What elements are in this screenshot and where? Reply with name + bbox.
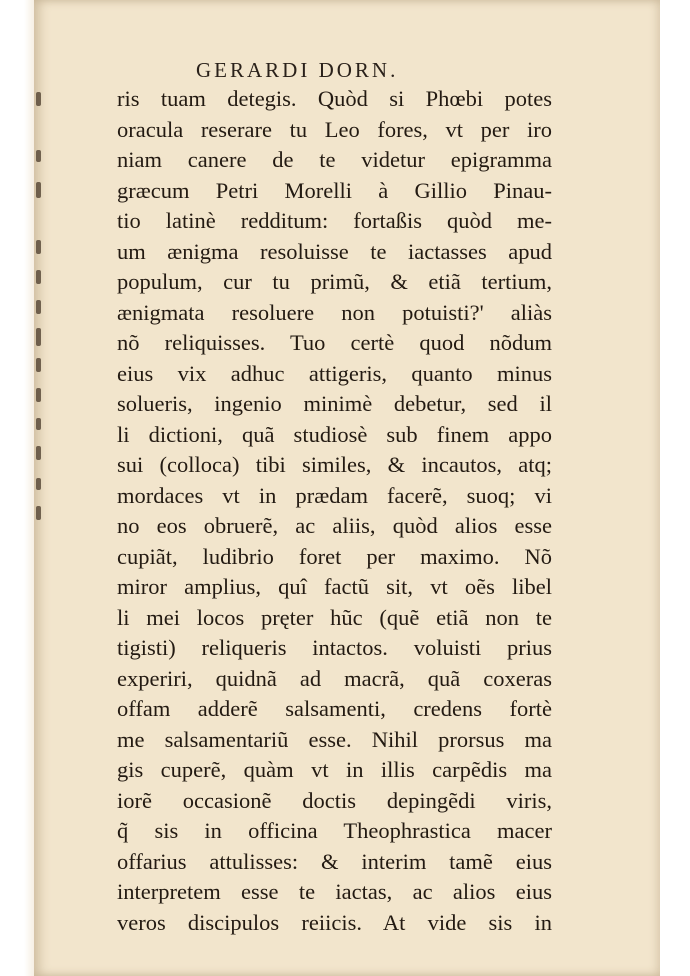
text-line: nõ reliquisses. Tuo certè quod nõdum — [117, 330, 552, 355]
text-line: tigisti) reliqueris intactos. voluisti prius — [117, 635, 552, 660]
gutter-mark — [36, 388, 41, 402]
text-line: niam canere de te videtur epigramma — [117, 147, 552, 172]
text-line: iorẽ occasionẽ doctis depingẽdi viris, — [117, 787, 552, 813]
gutter-mark — [36, 328, 41, 346]
text-line: eius vix adhuc attigeris, quanto minus — [117, 360, 552, 386]
body-text — [117, 84, 552, 938]
gutter-mark — [36, 506, 41, 520]
text-line: cupiãt, ludibrio foret per maximo. Nõ — [117, 543, 552, 569]
gutter-mark — [36, 240, 41, 254]
text-line: li dictioni, quã studiosè sub finem appo — [117, 421, 552, 447]
text-line: experiri, quidnã ad macrã, quã coxeras — [117, 665, 552, 691]
text-line: sui (colloca) tibi similes, & incautos, atq; — [117, 452, 552, 477]
text-line: offarius attulisses: & interim tamẽ eius — [117, 848, 552, 874]
gutter-mark — [36, 300, 41, 314]
text-line: q̃ sis in officina Theophrastica macer — [117, 818, 552, 843]
running-head: GERARDI DORN. — [196, 58, 399, 82]
gutter-mark — [36, 92, 41, 106]
gutter-mark — [36, 418, 41, 430]
gutter-mark — [36, 182, 41, 198]
text-line: græcum Petri Morelli à Gillio Pinau- — [117, 177, 552, 203]
text-line: um ænigma resoluisse te iactasses apud — [117, 238, 552, 264]
text-line: no eos obruerẽ, ac aliis, quòd alios esse — [117, 513, 552, 538]
gutter-mark — [36, 358, 41, 372]
text-line: mordaces vt in prædam facerẽ, suoq; vi — [117, 482, 552, 508]
text-line: populum, cur tu primũ, & etiã tertium, — [117, 269, 552, 294]
text-line: ris tuam detegis. Quòd si Phœbi potes — [117, 86, 552, 111]
text-line: ænigmata resoluere non potuisti?' aliàs — [117, 299, 552, 325]
text-line: oracula reserare tu Leo fores, vt per iro — [117, 116, 552, 142]
gutter-mark — [36, 270, 41, 284]
text-line: li mei locos pręter hũc (quẽ etiã non te — [117, 604, 552, 630]
text-line: interpretem esse te iactas, ac alios eius — [117, 879, 552, 904]
text-line: miror amplius, quî factũ sit, vt oẽs libel — [117, 574, 552, 599]
gutter-mark — [36, 446, 41, 460]
text-line: me salsamentariũ esse. Nihil prorsus ma — [117, 726, 552, 752]
gutter-mark — [36, 478, 41, 490]
text-line: tio latinè redditum: fortaßis quòd me- — [117, 208, 552, 233]
text-line: offam adderẽ salsamenti, credens fortè — [117, 696, 552, 721]
gutter-mark — [36, 150, 41, 162]
text-line: gis cuperẽ, quàm vt in illis carpẽdis ma — [117, 757, 552, 782]
text-line: veros discipulos reiicis. At vide sis in — [117, 909, 552, 935]
text-line: solueris, ingenio minimè debetur, sed il — [117, 391, 552, 416]
